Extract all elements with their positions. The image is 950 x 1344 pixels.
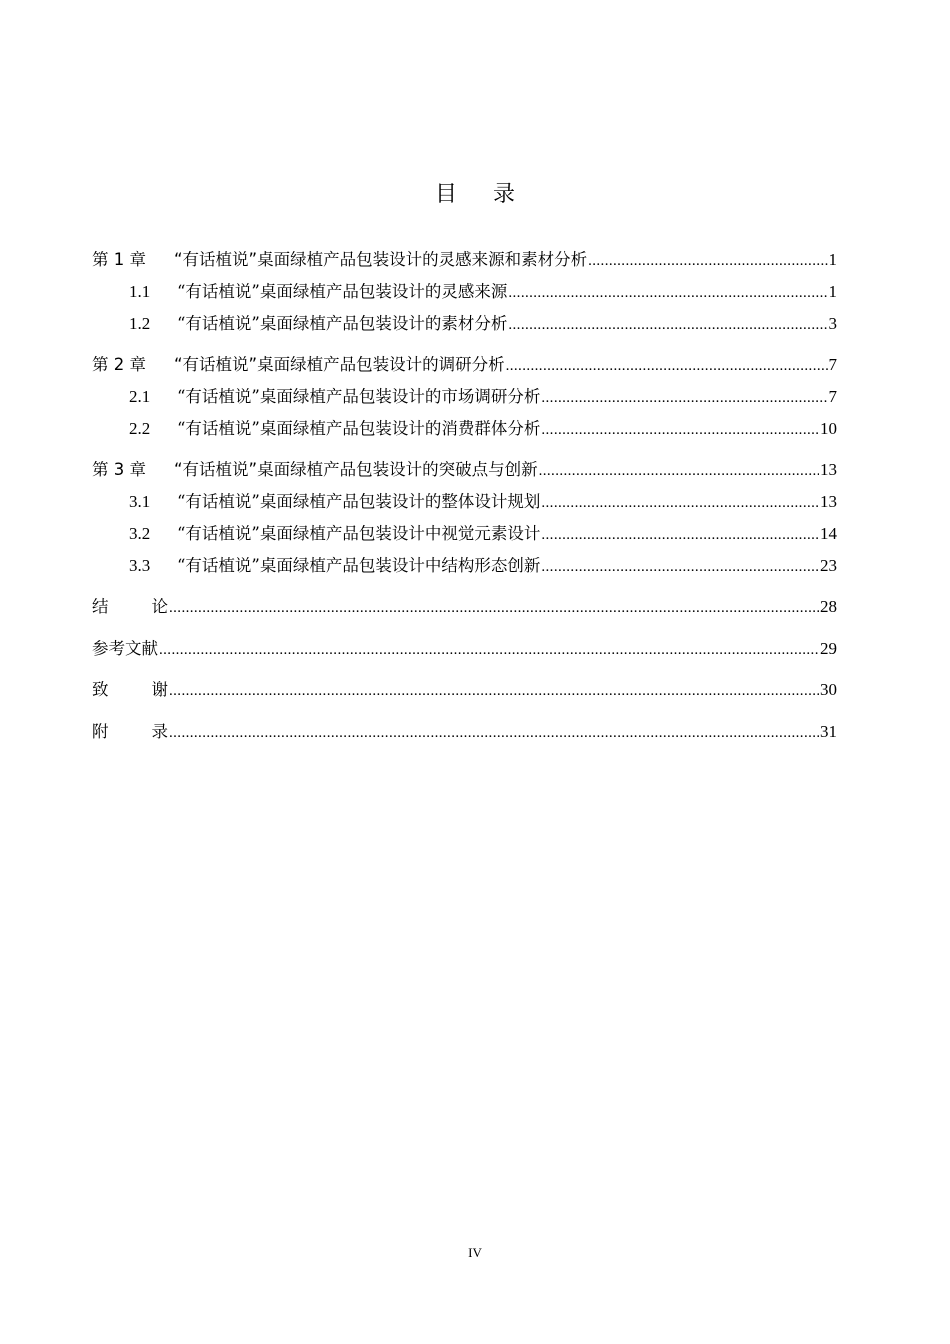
page-title-char: 录 (493, 182, 552, 207)
toc-label-char: 录 (151, 722, 168, 741)
toc-entry-section-1-1[interactable] (92, 279, 837, 305)
toc-leader-dots (541, 522, 819, 548)
toc-entry-label: “有话植说”桌面绿植产品包装设计的灵感来源和素材分析 (174, 250, 588, 269)
toc-label-char: 附 (92, 722, 109, 741)
toc-leader-dots (541, 417, 819, 443)
toc-entry-number: 2.2 (129, 419, 151, 438)
toc-entry-number: 3.1 (129, 492, 151, 511)
toc-entry-page: 23 (820, 556, 837, 575)
toc-entry-chapter-3[interactable] (92, 457, 837, 483)
toc-entry-appendix[interactable] (92, 719, 837, 745)
toc-entry-label: “有话植说”桌面绿植产品包装设计的市场调研分析 (177, 387, 541, 406)
toc-entry-section-3-3[interactable] (92, 553, 837, 579)
toc-entry-number: 1.1 (129, 282, 151, 301)
toc-entry-number: 第 2 章 (92, 355, 146, 374)
toc-entry-page: 7 (828, 387, 837, 406)
toc-entry-section-2-2[interactable] (92, 416, 837, 442)
toc-entry-label: “有话植说”桌面绿植产品包装设计中结构形态创新 (177, 556, 541, 575)
toc-leader-dots (541, 554, 819, 580)
toc-leader-dots (169, 720, 819, 746)
table-of-contents (92, 0, 837, 800)
toc-entry-section-3-1[interactable] (92, 489, 837, 515)
toc-entry-page: 28 (820, 597, 837, 616)
toc-entry-conclusion[interactable] (92, 594, 837, 620)
toc-leader-dots (508, 280, 827, 306)
toc-entry-label: “有话植说”桌面绿植产品包装设计的消费群体分析 (177, 419, 541, 438)
toc-label-char: 论 (151, 597, 168, 616)
toc-entry-acknowledgements[interactable] (92, 677, 837, 703)
toc-entry-page: 13 (820, 492, 837, 511)
toc-entry-page: 1 (828, 250, 837, 269)
page-title-char: 目 (434, 182, 493, 207)
toc-entry-label: “有话植说”桌面绿植产品包装设计的整体设计规划 (177, 492, 541, 511)
toc-entry-page: 1 (828, 282, 837, 301)
toc-entry-section-3-2[interactable] (92, 521, 837, 547)
toc-entry-page: 7 (828, 355, 837, 374)
toc-entry-page: 14 (820, 524, 837, 543)
toc-entry-section-1-2[interactable] (92, 311, 837, 337)
toc-entry-number: 2.1 (129, 387, 151, 406)
toc-entry-page: 10 (820, 419, 837, 438)
toc-entry-chapter-2[interactable] (92, 352, 837, 378)
toc-entry-label: “有话植说”桌面绿植产品包装设计中视觉元素设计 (177, 524, 541, 543)
toc-leader-dots (169, 595, 819, 621)
toc-entry-label: “有话植说”桌面绿植产品包装设计的突破点与创新 (174, 460, 538, 479)
toc-entry-section-2-1[interactable] (92, 384, 837, 410)
toc-leader-dots (541, 490, 819, 516)
page-number-footer: IV (468, 1245, 482, 1260)
toc-entry-page: 31 (820, 722, 837, 741)
toc-leader-dots (588, 248, 827, 274)
toc-label-char: 谢 (151, 680, 168, 699)
toc-leader-dots (169, 678, 819, 704)
toc-entry-number: 3.3 (129, 556, 151, 575)
toc-leader-dots (508, 312, 827, 338)
toc-entry-label: “有话植说”桌面绿植产品包装设计的素材分析 (177, 314, 508, 333)
toc-entry-references[interactable] (92, 636, 837, 662)
toc-entry-label: “有话植说”桌面绿植产品包装设计的调研分析 (174, 355, 505, 374)
toc-leader-dots (539, 458, 819, 484)
toc-entry-chapter-1[interactable] (92, 247, 837, 273)
toc-leader-dots (541, 385, 827, 411)
toc-entry-label (92, 719, 168, 745)
toc-entry-number: 第 1 章 (92, 250, 146, 269)
toc-entry-label: 参考文献 (92, 639, 158, 658)
toc-entry-label: “有话植说”桌面绿植产品包装设计的灵感来源 (177, 282, 508, 301)
toc-entry-page: 30 (820, 680, 837, 699)
toc-leader-dots (159, 637, 819, 663)
toc-entry-label (92, 594, 168, 620)
toc-entry-label (92, 677, 168, 703)
toc-leader-dots (506, 353, 828, 379)
toc-entry-page: 13 (820, 460, 837, 479)
toc-entry-number: 3.2 (129, 524, 151, 543)
toc-entry-page: 29 (820, 639, 837, 658)
toc-entry-number: 第 3 章 (92, 460, 146, 479)
toc-label-char: 结 (92, 597, 109, 616)
toc-label-char: 致 (92, 680, 109, 699)
toc-entry-number: 1.2 (129, 314, 151, 333)
toc-entry-page: 3 (828, 314, 837, 333)
